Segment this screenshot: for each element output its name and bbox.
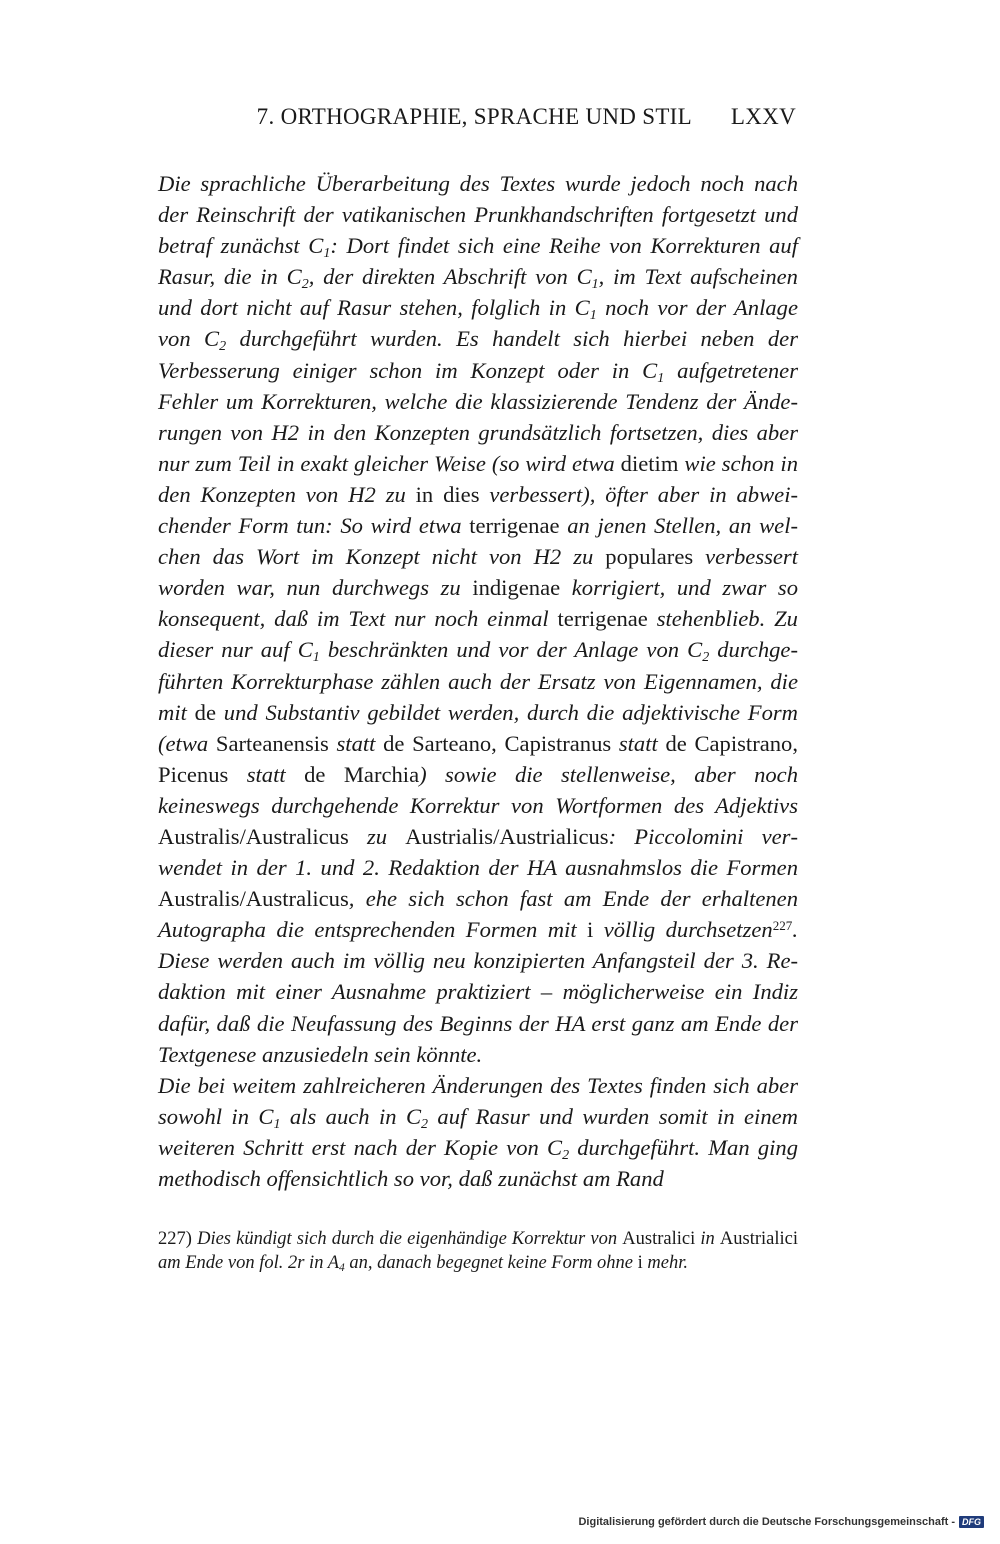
subscript: 1 [657, 370, 665, 386]
text-run: Austrialis/Austrialicus [405, 823, 609, 849]
text-run: aufgetretener Fehler um Korrekturen, welche die klassizierende Tendenz der Änderungen von H2 in den Konzepten grundsätzlich fortsetzen, dies aber nur zum Teil in exakt gleicher Weise (so wird etwa [158, 357, 798, 476]
subscript: 2 [702, 650, 710, 666]
text-run: indigenae [472, 575, 561, 601]
text-run: auf Rasur und wurden somit in einem weiteren Schritt erst nach der Kopie von C [158, 1103, 798, 1160]
paragraph-1 [158, 168, 798, 1070]
subscript: 2 [562, 1147, 570, 1163]
chapter-title: 7. ORTHOGRAPHIE, SPRACHE UND STIL [256, 104, 692, 129]
footnote-ref: 227 [772, 918, 793, 934]
text-run: statt [611, 730, 666, 756]
text-run: Australis/Australicus [158, 886, 349, 912]
paragraph-2 [158, 1070, 798, 1194]
text-run: an jenen Stellen, an welchen das Wort im Konzept nicht von H2 zu [158, 513, 798, 570]
text-run: Die sprachliche Überarbeitung des Textes wurde jedoch noch nach der Reinschrift der vatikanischen Prunkhandschriften fortgesetzt und betraf zunächst C [158, 171, 798, 259]
credit-text: Digitalisierung gefördert durch die Deutsche Forschungsgemeinschaft - [578, 1516, 955, 1528]
text-run: durchgeführt wurden. Es handelt sich hierbei neben der Verbesserung einiger schon im Konzept oder in C [158, 326, 798, 383]
text-run: . Diese werden auch im völlig neu konzipierten Anfangsteil der 3. Redaktion mit einer Ausnahme praktiziert – möglicherweise ein Indiz dafür, daß die Neufassung des Beginns der HA erst ganz am Ende der Textgenese anzusiedeln sein könnte. [158, 917, 798, 1067]
text-run: dietim [620, 450, 679, 476]
text-run: Die bei weitem zahlreicheren Änderungen des Textes finden sich aber sowohl in C [158, 1072, 798, 1129]
text-run: i [637, 1252, 643, 1273]
text-run: , im Text aufscheinen und dort nicht auf Rasur stehen, folglich in C [158, 264, 798, 321]
text-run: de [194, 699, 216, 725]
text-run: mehr. [642, 1252, 688, 1273]
text-run: 227) [158, 1229, 198, 1249]
footnote-227 [158, 1228, 798, 1275]
digitization-credit [578, 1516, 984, 1528]
text-run: de Marchia [304, 761, 420, 787]
text-run: noch vor der Anlage von C [158, 295, 799, 352]
text-run: verbessert worden war, nun durchwegs zu [158, 544, 798, 601]
text-run: als auch in C [280, 1103, 422, 1129]
text-run: ) sowie die stellenweise, aber noch keineswegs durchgehende Korrektur von Wortformen des Adjektivs [158, 761, 798, 818]
text-run: korrigiert, und zwar so konsequent, daß im Text nur noch einmal [158, 575, 798, 632]
text-run: am Ende von fol. 2r in A [158, 1252, 340, 1273]
subscript: 1 [312, 650, 320, 666]
text-run: : Piccolomini verwendet in der 1. und 2. Redaktion der HA ausnahmslos die Formen [158, 823, 798, 881]
text-run: in dies [415, 481, 480, 507]
subscript: 2 [421, 1116, 429, 1132]
text-run: beschränkten und vor der Anlage von C [319, 637, 703, 663]
text-run: terrigenae [469, 513, 560, 539]
dfg-logo: DFG [959, 1516, 984, 1528]
subscript: 1 [589, 308, 597, 324]
main-text [158, 168, 798, 1194]
text-run: Dies kündigt sich durch die eigenhändige Korrektur von [197, 1229, 623, 1249]
text-run: Australici [622, 1229, 696, 1249]
text-run: und Substantiv gebildet werden, durch die adjektivische Form (etwa [158, 699, 798, 756]
text-run: i [587, 917, 594, 943]
text-run: an, danach begegnet keine Form ohne [344, 1252, 638, 1273]
text-run: de Capistrano, Picenus [158, 730, 798, 787]
text-run: , der direkten Abschrift von C [308, 264, 592, 290]
text-run: durchgeführt. Man ging methodisch offensichtlich so vor, daß zunächst am Rand [158, 1134, 798, 1191]
subscript: 2 [219, 339, 227, 355]
text-run: Australis/Australicus [158, 823, 349, 849]
page-number: LXXV [730, 104, 796, 129]
text-run: Austrialici [719, 1229, 799, 1249]
text-run: verbessert), öfter aber in abweichender Form tun: So wird etwa [158, 481, 799, 539]
text-run: statt [328, 730, 384, 756]
text-run: , ehe sich schon fast am Ende der erhaltenen Autographa die entsprechenden Formen mit [158, 886, 798, 943]
subscript: 4 [339, 1261, 345, 1274]
footnote-section [158, 1228, 798, 1275]
text-run: populares [605, 544, 694, 570]
text-run: stehenblieb. Zu dieser nur auf C [158, 606, 798, 663]
text-run: Sarteanensis [215, 730, 329, 756]
subscript: 1 [591, 277, 599, 293]
text-run: statt [228, 761, 305, 787]
text-run: de Sarteano, Capistranus [383, 730, 612, 756]
subscript: 2 [301, 277, 309, 293]
text-run: durchgeführten Korrekturphase zählen auch der Ersatz von Eigennamen, die mit [158, 637, 798, 725]
text-run: völlig durchsetzen [593, 917, 773, 943]
text-run: wie schon in den Konzepten von H2 zu [158, 450, 799, 507]
text-run: zu [348, 823, 406, 849]
text-run: : Dort findet sich eine Reihe von Korrekturen auf Rasur, die in C [158, 233, 798, 290]
subscript: 1 [273, 1116, 281, 1132]
text-run: in [695, 1229, 720, 1249]
subscript: 1 [323, 246, 331, 262]
text-run: terrigenae [557, 606, 648, 632]
